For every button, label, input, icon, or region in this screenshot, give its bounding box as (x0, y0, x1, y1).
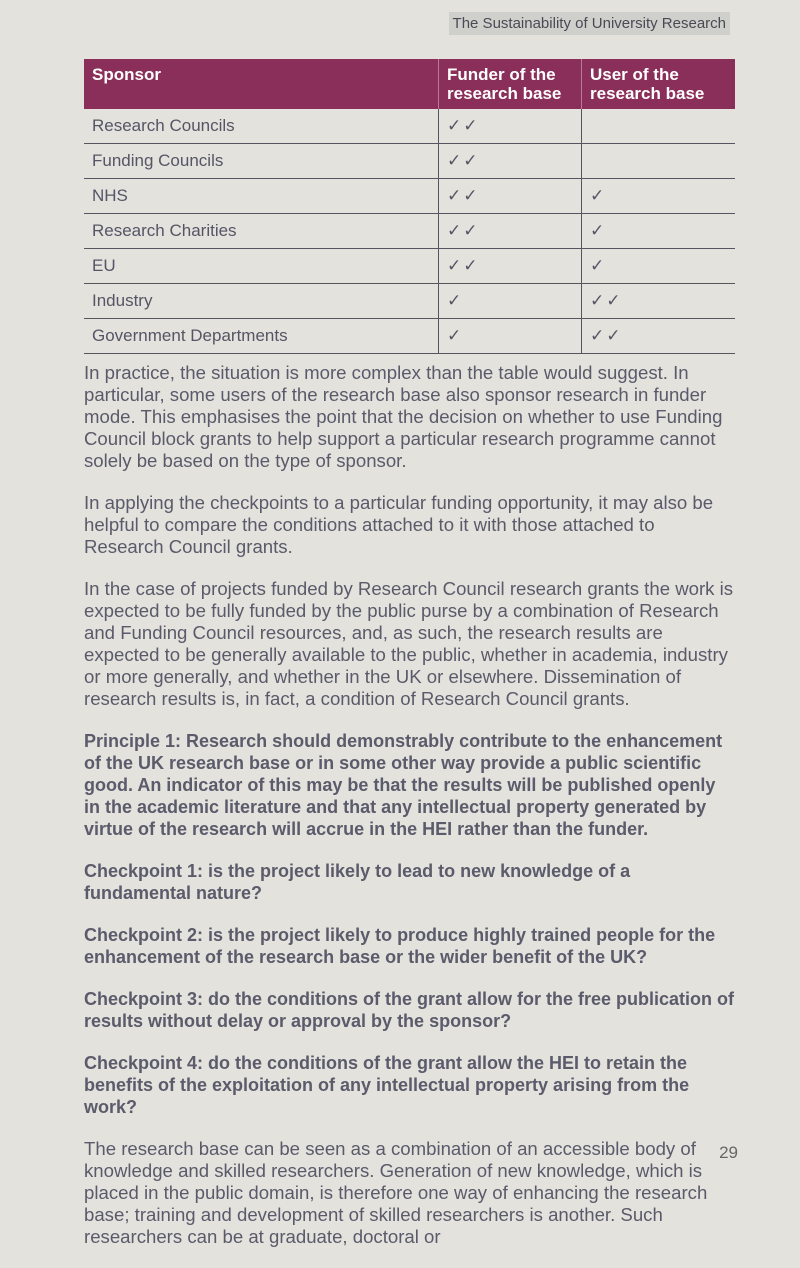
principle-1: Principle 1: Research should demonstrably contribute to the enhancement of the UK research base or in some other way provide a public scientific good. An indicator of this may be that the results will be published openly in the academic literature and that any intellectual property generated by virtue of the research will accrue in the HEI rather than the funder. (84, 731, 723, 839)
paragraph: In applying the checkpoints to a particular funding opportunity, it may also be helpful to compare the conditions attached to it with those attached to Research Council grants. (84, 492, 714, 557)
table-row (84, 319, 735, 354)
sponsor-cell: EU (84, 249, 439, 284)
table-header-row (84, 59, 735, 109)
user-tick-cell (582, 144, 736, 179)
sponsor-cell: NHS (84, 179, 439, 214)
paragraph: In practice, the situation is more complex than the table would suggest. In particular, some users of the research base also sponsor research in funder mode. This emphasises the point that the decision on whether to use Funding Council block grants to help support a particular research programme cannot solely be based on the type of sponsor. (84, 362, 723, 471)
checkpoint-4: Checkpoint 4: do the conditions of the grant allow the HEI to retain the benefits of the exploitation of any intellectual property arising from the work? (84, 1053, 690, 1117)
header-funder: Funder of the research base (439, 59, 582, 109)
user-tick-cell: ✓ (582, 249, 736, 284)
user-tick-cell: ✓ (582, 179, 736, 214)
table-row (84, 249, 735, 284)
page-number: 29 (719, 1143, 738, 1162)
sponsor-cell: Government Departments (84, 319, 439, 354)
funder-tick-cell: ✓ (439, 319, 582, 354)
header-sponsor: Sponsor (84, 59, 439, 109)
sponsor-cell: Funding Councils (84, 144, 439, 179)
user-tick-cell: ✓✓ (582, 319, 736, 354)
table-row (84, 144, 735, 179)
funder-tick-cell: ✓✓ (439, 109, 582, 144)
sponsor-cell: Industry (84, 284, 439, 319)
funder-tick-cell: ✓✓ (439, 179, 582, 214)
user-tick-cell: ✓ (582, 214, 736, 249)
sponsor-cell: Research Councils (84, 109, 439, 144)
table-row (84, 214, 735, 249)
checkpoint-1: Checkpoint 1: is the project likely to lead to new knowledge of a fundamental nature? (84, 861, 631, 903)
funder-tick-cell: ✓✓ (439, 144, 582, 179)
sponsor-table (84, 59, 735, 354)
user-tick-cell (582, 109, 736, 144)
checkpoint-3: Checkpoint 3: do the conditions of the grant allow for the free publication of results without delay or approval by the sponsor? (84, 989, 735, 1031)
paragraph: In the case of projects funded by Research Council research grants the work is expected to be fully funded by the public purse by a combination of Research and Funding Council resources, and, as such, the research results are expected to be generally available to the public, whether in academia, industry or more generally, and whether in the UK or elsewhere. Dissemination of research results is, in fact, a condition of Research Council grants. (84, 578, 734, 709)
table-row (84, 284, 735, 319)
funder-tick-cell: ✓✓ (439, 214, 582, 249)
table-row (84, 109, 735, 144)
funder-tick-cell: ✓✓ (439, 249, 582, 284)
funder-tick-cell: ✓ (439, 284, 582, 319)
header-user: User of the research base (582, 59, 736, 109)
sponsor-cell: Research Charities (84, 214, 439, 249)
body-text (84, 362, 736, 1268)
checkpoint-2: Checkpoint 2: is the project likely to produce highly trained people for the enhancement of the research base or the wider benefit of the UK? (84, 925, 716, 967)
paragraph: The research base can be seen as a combination of an accessible body of knowledge and skilled researchers. Generation of new knowledge, which is placed in the public domain, is therefore one way of enhancing the research base; training and development of skilled researchers is another. Such researchers can be at graduate, doctoral or (84, 1138, 708, 1247)
table-row (84, 179, 735, 214)
user-tick-cell: ✓✓ (582, 284, 736, 319)
running-title: The Sustainability of University Research (449, 12, 730, 35)
